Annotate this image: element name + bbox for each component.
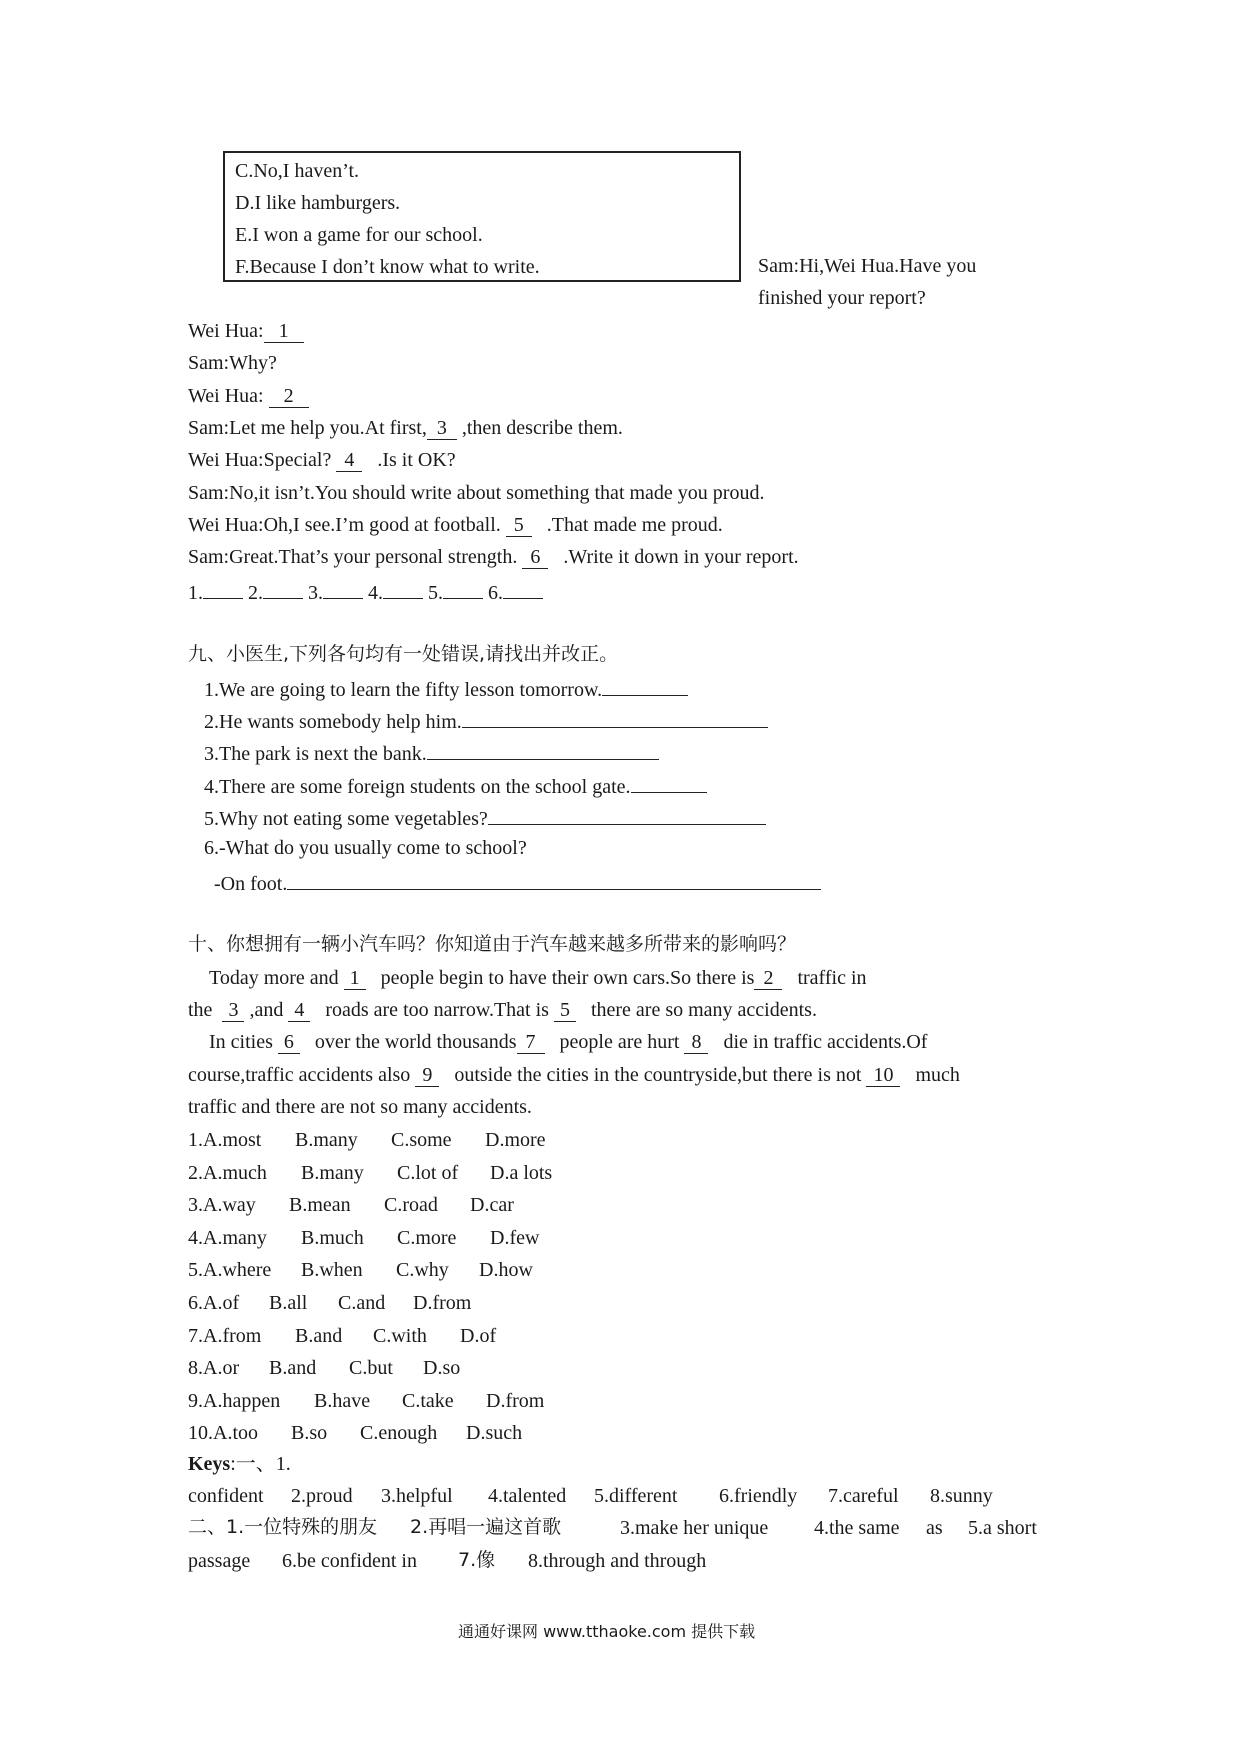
- choice-option: D.from: [486, 1390, 545, 1412]
- choice-option: 3.A.way: [188, 1194, 256, 1216]
- section-10-title: 十、你想拥有一辆小汽车吗？你知道由于汽车越来越多所带来的影响吗？: [188, 933, 797, 955]
- answer-blank[interactable]: [203, 580, 243, 599]
- choice-option: C.take: [402, 1390, 454, 1412]
- dialogue-line-7: Wei Hua:Oh,I see.I’m good at football. 5 .That made me proud.: [188, 514, 723, 536]
- choice-option: C.more: [397, 1227, 457, 1249]
- choice-option: B.many: [295, 1129, 358, 1151]
- sam-intro-line1: Sam:Hi,Wei Hua.Have you: [758, 255, 977, 277]
- dialogue-line-1: Wei Hua: 1: [188, 321, 304, 343]
- dialogue-line-5: Wei Hua:Special? 4 .Is it OK?: [188, 449, 456, 471]
- choice-option: 5.A.where: [188, 1259, 272, 1281]
- s10-para-line-5: traffic and there are not so many accidents.: [188, 1096, 532, 1118]
- choice-option: C.some: [391, 1129, 452, 1151]
- choice-option: B.and: [295, 1325, 343, 1347]
- options-box: [223, 151, 741, 282]
- blank-5: 5: [506, 515, 532, 537]
- blank-6: 6: [522, 547, 548, 569]
- answer-blank[interactable]: [443, 580, 483, 599]
- cloze-blank-9: 9: [415, 1065, 439, 1087]
- choice-option: B.many: [301, 1162, 364, 1184]
- choice-option: B.mean: [289, 1194, 351, 1216]
- correction-blank[interactable]: [602, 677, 688, 696]
- section-9-title: 九、小医生,下列各句均有一处错误,请找出并改正。: [188, 643, 619, 665]
- answer-blank[interactable]: [263, 580, 303, 599]
- option-d: D.I like hamburgers.: [235, 192, 401, 214]
- blank-2: 2: [269, 386, 309, 408]
- choice-option: D.of: [460, 1325, 497, 1347]
- dialogue-line-6: Sam:No,it isn’t.You should write about something that made you proud.: [188, 482, 765, 504]
- blank-3: 3: [427, 418, 457, 440]
- choice-option: C.road: [384, 1194, 438, 1216]
- blank-1: 1: [264, 321, 304, 343]
- s9-item-2: 2.He wants somebody help him.: [204, 709, 768, 732]
- correction-blank[interactable]: [488, 806, 766, 825]
- answer-blank[interactable]: [503, 580, 543, 599]
- choice-option: C.why: [396, 1259, 449, 1281]
- choice-option: B.and: [269, 1357, 317, 1379]
- s10-para-line-4: course,traffic accidents also 9 outside the cities in the countryside,but there is not 10 much: [188, 1064, 960, 1086]
- correction-blank[interactable]: [462, 709, 768, 728]
- dialogue-line-4: Sam:Let me help you.At first, 3 ,then describe them.: [188, 417, 623, 439]
- cloze-blank-1: 1: [344, 968, 366, 990]
- correction-blank[interactable]: [631, 774, 707, 793]
- s9-item-6: 6.-What do you usually come to school?: [204, 837, 527, 859]
- s9-item-1: 1.We are going to learn the fifty lesson tomorrow.: [204, 677, 688, 700]
- choice-option: C.enough: [360, 1422, 438, 1444]
- cloze-blank-4: 4: [288, 1000, 310, 1022]
- option-e: E.I won a game for our school.: [235, 224, 483, 246]
- cloze-blank-8: 8: [684, 1032, 708, 1054]
- choice-option: B.all: [269, 1292, 308, 1314]
- s9-item-3: 3.The park is next the bank.: [204, 741, 659, 764]
- correction-blank[interactable]: [427, 741, 659, 760]
- choice-option: 9.A.happen: [188, 1390, 281, 1412]
- keys-heading: Keys:一、1.: [188, 1453, 291, 1475]
- choice-option: C.but: [349, 1357, 393, 1379]
- sam-intro-line2: finished your report?: [758, 287, 926, 309]
- choice-option: D.such: [466, 1422, 523, 1444]
- choice-option: 6.A.of: [188, 1292, 240, 1314]
- cloze-blank-2: 2: [754, 968, 782, 990]
- s9-item-6-answer: -On foot.: [214, 871, 821, 894]
- dialogue-line-8: Sam:Great.That’s your personal strength. 6 .Write it down in your report.: [188, 546, 799, 568]
- choice-option: C.and: [338, 1292, 386, 1314]
- choice-option: 2.A.much: [188, 1162, 267, 1184]
- answer-blank[interactable]: [323, 580, 363, 599]
- cloze-blank-7: 7: [517, 1032, 545, 1054]
- choice-option: 4.A.many: [188, 1227, 267, 1249]
- s10-para-line-1: Today more and 1 people begin to have their own cars.So there is 2 traffic in: [209, 967, 867, 989]
- blank-4: 4: [336, 450, 362, 472]
- option-f: F.Because I don’t know what to write.: [235, 256, 540, 278]
- s9-item-4: 4.There are some foreign students on the school gate.: [204, 774, 707, 797]
- s9-item-5: 5.Why not eating some vegetables?: [204, 806, 766, 829]
- s10-para-line-2: the 3 ,and 4 roads are too narrow.That is 5 there are so many accidents.: [188, 999, 817, 1021]
- cloze-blank-10: 10: [866, 1065, 900, 1087]
- answer-blanks-line: 1. 2. 3. 4. 5. 6.: [188, 580, 543, 603]
- choice-option: C.with: [373, 1325, 427, 1347]
- choice-option: B.so: [291, 1422, 328, 1444]
- choice-option: 10.A.too: [188, 1422, 258, 1444]
- choice-option: D.a lots: [490, 1162, 553, 1184]
- option-c: C.No,I haven’t.: [235, 160, 360, 182]
- cloze-blank-3: 3: [222, 1000, 244, 1022]
- cloze-blank-5: 5: [554, 1000, 576, 1022]
- s10-para-line-3: In cities 6 over the world thousands 7 people are hurt 8 die in traffic accidents.Of: [209, 1031, 928, 1053]
- dialogue-line-3: Wei Hua: 2: [188, 386, 309, 408]
- dialogue-line-2: Sam:Why?: [188, 352, 277, 374]
- choice-option: D.how: [479, 1259, 533, 1281]
- correction-blank[interactable]: [287, 871, 821, 890]
- choice-option: C.lot of: [397, 1162, 459, 1184]
- choice-option: D.few: [490, 1227, 540, 1249]
- choice-option: D.from: [413, 1292, 472, 1314]
- choice-option: 1.A.most: [188, 1129, 262, 1151]
- choice-option: B.have: [314, 1390, 371, 1412]
- choice-option: 7.A.from: [188, 1325, 262, 1347]
- choice-option: D.car: [470, 1194, 514, 1216]
- choice-option: B.much: [301, 1227, 364, 1249]
- choice-option: D.so: [423, 1357, 461, 1379]
- choice-option: D.more: [485, 1129, 546, 1151]
- choice-option: 8.A.or: [188, 1357, 240, 1379]
- choice-option: B.when: [301, 1259, 363, 1281]
- cloze-blank-6: 6: [278, 1032, 300, 1054]
- answer-blank[interactable]: [383, 580, 423, 599]
- footer: 通通好课网 www.tthaoke.com 提供下载: [458, 1622, 756, 1641]
